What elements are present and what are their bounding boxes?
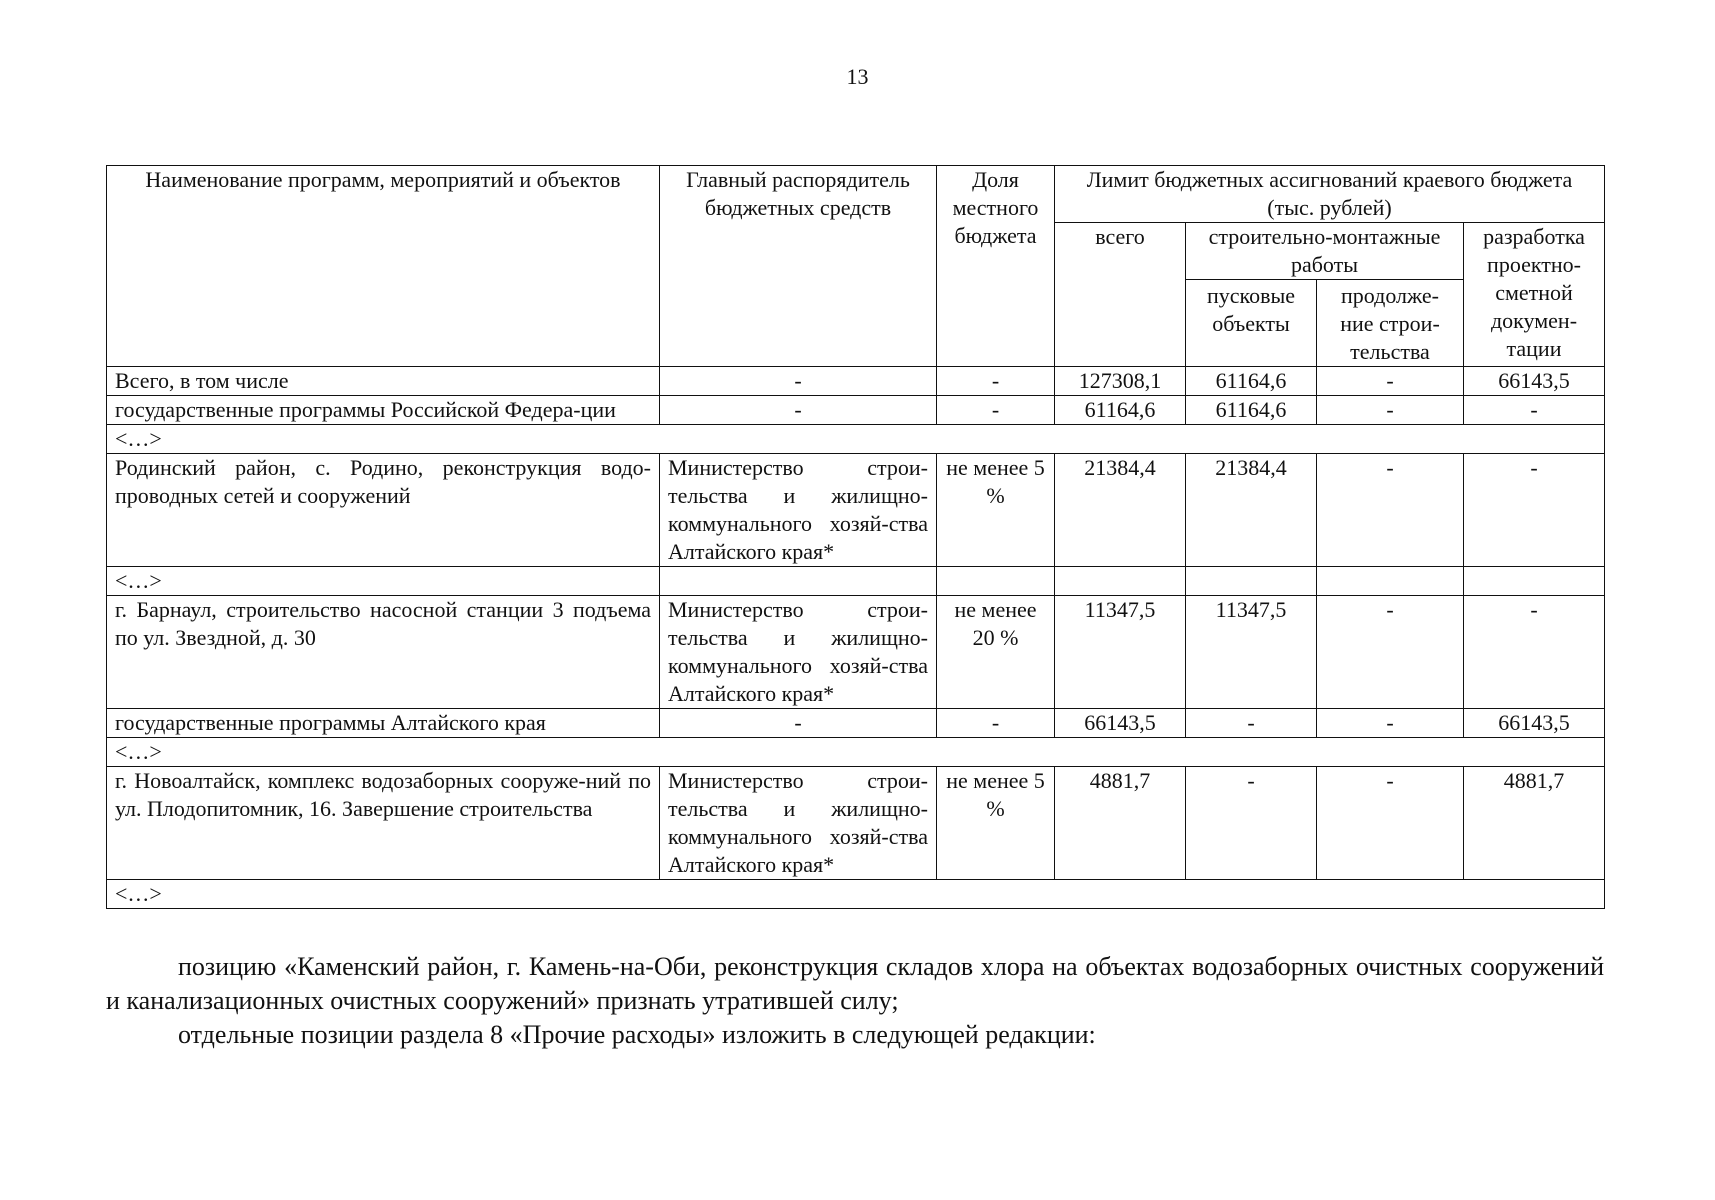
cell-share: не менее 20 %	[937, 596, 1055, 709]
cell-launch: -	[1186, 767, 1317, 880]
cell-design: -	[1464, 596, 1605, 709]
header-org: Главный распорядитель бюджетных средств	[660, 166, 937, 367]
header-launch: пусковые объекты	[1186, 280, 1317, 367]
table-row-ellipsis	[107, 567, 1605, 596]
ellipsis-marker: <…>	[107, 425, 1605, 454]
cell-launch: 21384,4	[1186, 454, 1317, 567]
ellipsis-marker: <…>	[107, 567, 660, 596]
cell-org: Министерство строи-тельства и жилищно-коммунального хозяй-ства Алтайского края*	[660, 454, 937, 567]
cell-design: -	[1464, 396, 1605, 425]
page-number: 13	[846, 64, 869, 89]
cell-cont: -	[1317, 367, 1464, 396]
cell-launch: 61164,6	[1186, 396, 1317, 425]
cell-name: г. Новоалтайск, комплекс водозаборных сооруже-ний по ул. Плодопитомник, 16. Завершение строительства	[107, 767, 660, 880]
header-total: всего	[1055, 223, 1186, 367]
cell-share: -	[937, 396, 1055, 425]
cell-design: 4881,7	[1464, 767, 1605, 880]
cell-total: 127308,1	[1055, 367, 1186, 396]
cell-share: не менее 5 %	[937, 454, 1055, 567]
cell-design: -	[1464, 454, 1605, 567]
cell-design: 66143,5	[1464, 709, 1605, 738]
cell-total: 61164,6	[1055, 396, 1186, 425]
cell-share: -	[937, 367, 1055, 396]
table-row	[107, 454, 1605, 567]
header-cont: продолже-ние строи-тельства	[1317, 280, 1464, 367]
header-design: разработка проектно-сметной докумен-тации	[1464, 223, 1605, 367]
header-name: Наименование программ, мероприятий и объектов	[107, 166, 660, 367]
cell-total: 11347,5	[1055, 596, 1186, 709]
amendment-text	[106, 950, 1604, 1052]
cell-total: 21384,4	[1055, 454, 1186, 567]
cell-org: Министерство строи-тельства и жилищно-коммунального хозяй-ства Алтайского края*	[660, 767, 937, 880]
cell-name: государственные программы Алтайского края	[107, 709, 660, 738]
cell-share: не менее 5 %	[937, 767, 1055, 880]
cell-total: 4881,7	[1055, 767, 1186, 880]
cell-name: г. Барнаул, строительство насосной станции 3 подъема по ул. Звездной, д. 30	[107, 596, 660, 709]
ellipsis-marker: <…>	[107, 880, 1605, 909]
cell-org: Министерство строи-тельства и жилищно-коммунального хозяй-ства Алтайского края*	[660, 596, 937, 709]
header-limit: Лимит бюджетных ассигнований краевого бюджета (тыс. рублей)	[1055, 166, 1605, 223]
table-row-ellipsis	[107, 738, 1605, 767]
cell-launch: -	[1186, 709, 1317, 738]
cell-org: -	[660, 367, 937, 396]
cell-org: -	[660, 396, 937, 425]
cell-name: Родинский район, с. Родино, реконструкция водо-проводных сетей и сооружений	[107, 454, 660, 567]
table-row	[107, 367, 1605, 396]
cell-org: -	[660, 709, 937, 738]
cell-design: 66143,5	[1464, 367, 1605, 396]
table-row	[107, 596, 1605, 709]
cell-cont: -	[1317, 396, 1464, 425]
header-share: Доля местного бюджета	[937, 166, 1055, 367]
ellipsis-marker: <…>	[107, 738, 1605, 767]
cell-cont: -	[1317, 767, 1464, 880]
cell-cont: -	[1317, 596, 1464, 709]
table-row	[107, 767, 1605, 880]
cell-name: Всего, в том числе	[107, 367, 660, 396]
header-smr: строительно-монтажные работы	[1186, 223, 1464, 280]
table-row	[107, 709, 1605, 738]
cell-share: -	[937, 709, 1055, 738]
cell-launch: 61164,6	[1186, 367, 1317, 396]
table-row	[107, 396, 1605, 425]
table-row-ellipsis	[107, 425, 1605, 454]
budget-table	[106, 165, 1605, 909]
cell-cont: -	[1317, 709, 1464, 738]
cell-launch: 11347,5	[1186, 596, 1317, 709]
cell-name: государственные программы Российской Федера-ции	[107, 396, 660, 425]
paragraph: позицию «Каменский район, г. Камень-на-Оби, реконструкция складов хлора на объектах водозаборных очистных сооружений и канализационных очистных сооружений» признать утратившей силу;	[106, 952, 1604, 1015]
cell-total: 66143,5	[1055, 709, 1186, 738]
table-row-ellipsis	[107, 880, 1605, 909]
cell-cont: -	[1317, 454, 1464, 567]
paragraph: отдельные позиции раздела 8 «Прочие расходы» изложить в следующей редакции:	[178, 1020, 1096, 1049]
